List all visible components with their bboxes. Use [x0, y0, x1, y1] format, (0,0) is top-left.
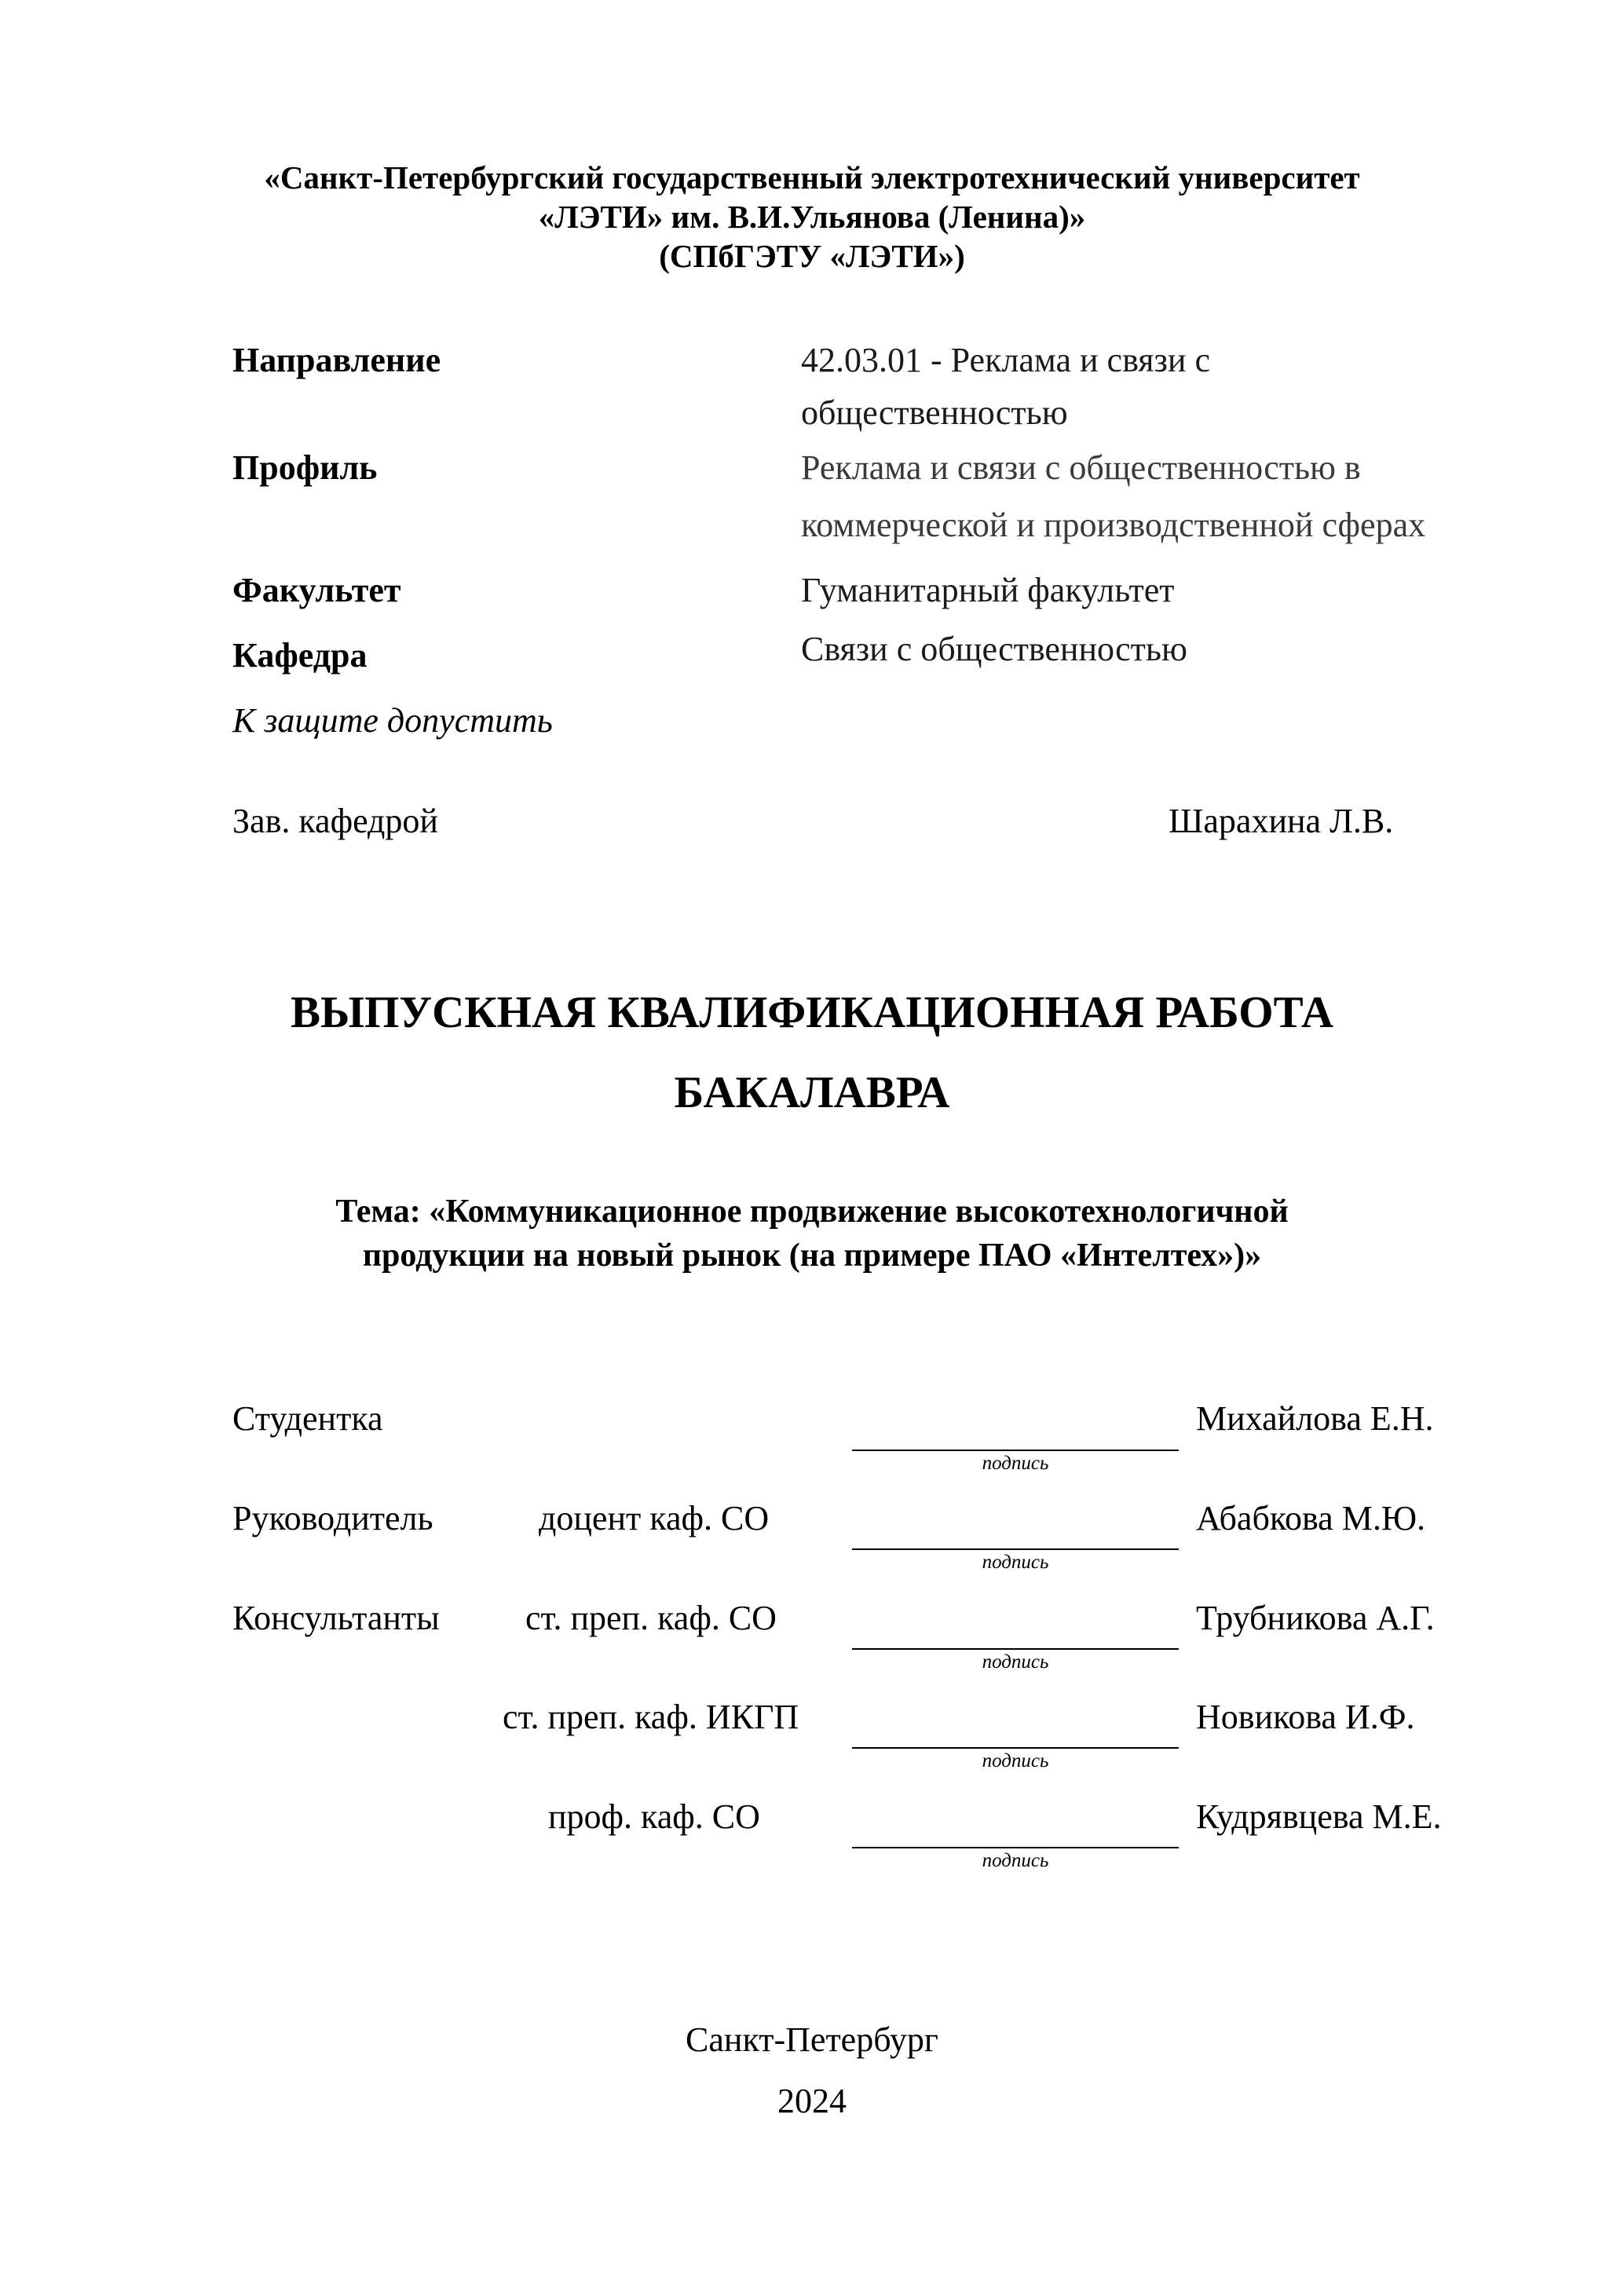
document-title-line1: ВЫПУСКНАЯ КВАЛИФИКАЦИОННАЯ РАБОТА	[290, 988, 1333, 1037]
signature-caption: подпись	[982, 1750, 1049, 1771]
signature-line	[852, 1450, 1179, 1451]
profile-label: Профиль	[232, 448, 378, 487]
department-head-role: Зав. кафедрой	[232, 802, 438, 840]
signature-caption: подпись	[982, 1651, 1049, 1673]
signature-line	[852, 1548, 1179, 1550]
direction-label: Направление	[232, 341, 441, 379]
topic-line1: Тема: «Коммуникационное продвижение высокотехнологичной	[335, 1194, 1289, 1230]
signature-position: доцент каф. СО	[539, 1499, 770, 1537]
signature-caption: подпись	[982, 1850, 1049, 1871]
signature-position: ст. преп. каф. СО	[525, 1599, 777, 1637]
signature-role: Руководитель	[232, 1499, 433, 1537]
signature-role: Студентка	[232, 1399, 383, 1438]
year: 2024	[777, 2082, 847, 2120]
signature-name: Михайлова Е.Н.	[1196, 1399, 1434, 1438]
department-label: Кафедра	[232, 636, 368, 675]
faculty-value: Гуманитарный факультет	[801, 571, 1175, 609]
profile-value-line2: коммерческой и производственной сферах	[801, 506, 1426, 544]
signature-role: Консультанты	[232, 1599, 440, 1637]
signature-name: Новикова И.Ф.	[1196, 1698, 1415, 1736]
signature-position: проф. каф. СО	[548, 1797, 760, 1836]
university-name-line2: «ЛЭТИ» им. В.И.Ульянова (Ленина)»	[538, 199, 1086, 235]
direction-value-line1: 42.03.01 - Реклама и связи с	[801, 341, 1210, 379]
admission-note: К защите допустить	[232, 701, 553, 740]
signature-line	[852, 1847, 1179, 1848]
document-title-line2: БАКАЛАВРА	[674, 1068, 950, 1117]
signature-position: ст. преп. каф. ИКГП	[503, 1698, 799, 1736]
university-abbreviation: (СПбГЭТУ «ЛЭТИ»)	[659, 238, 965, 274]
department-value: Связи с общественностью	[801, 630, 1187, 668]
signature-line	[852, 1648, 1179, 1650]
direction-value-line2: общественностью	[801, 393, 1068, 432]
profile-value-line1: Реклама и связи с общественностью в	[801, 448, 1361, 487]
topic-line2: продукции на новый рынок (на примере ПАО «Интелтех»)»	[362, 1238, 1262, 1274]
signature-name: Абабкова М.Ю.	[1196, 1499, 1426, 1537]
university-name-line1: «Санкт-Петербургский государственный электротехнический университет	[264, 159, 1360, 196]
faculty-label: Факультет	[232, 571, 401, 609]
city: Санкт-Петербург	[686, 2020, 938, 2059]
department-head-name: Шарахина Л.В.	[1169, 802, 1394, 840]
signature-name: Трубникова А.Г.	[1196, 1599, 1435, 1637]
signature-caption: подпись	[982, 1552, 1049, 1573]
signature-name: Кудрявцева М.Е.	[1196, 1797, 1442, 1836]
signature-line	[852, 1747, 1179, 1749]
signature-caption: подпись	[982, 1453, 1049, 1474]
